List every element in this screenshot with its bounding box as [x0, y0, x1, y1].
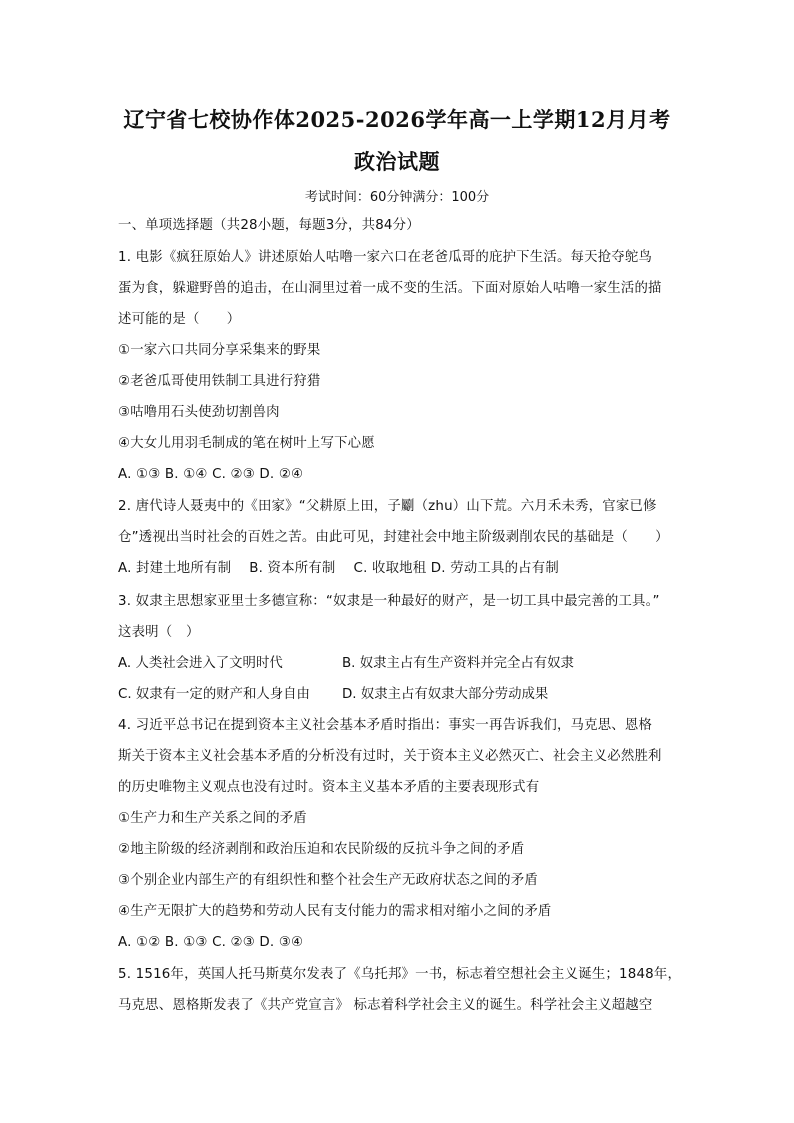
q1-statement-1: ①一家六口共同分享采集来的野果 — [118, 343, 321, 358]
q4-statement-1: ①生产力和生产关系之间的矛盾 — [118, 811, 307, 826]
q3-option-c: C. 奴隶有一定的财产和人身自由 — [118, 687, 310, 702]
section-heading: 一、单项选择题（共28小题，每题3分，共84分） — [118, 218, 420, 233]
q5-stem-line1: 5. 1516年，英国人托马斯莫尔发表了《乌托邦》一书，标志着空想社会主义诞生；1848年， — [118, 967, 682, 982]
q4-statement-4: ④生产无限扩大的趋势和劳动人民有支付能力的需求相对缩小之间的矛盾 — [118, 904, 552, 919]
q1-stem-line1: 1. 电影《疯狂原始人》讲述原始人咕噜一家六口在老爸瓜哥的庇护下生活。每天抢夺鸵鸟 — [118, 250, 653, 265]
q3-stem-line1: 3. 奴隶主思想家亚里士多德宣称：“奴隶是一种最好的财产，是一切工具中最完善的工具。” — [118, 594, 660, 609]
q4-stem-line3: 的历史唯物主义观点也没有过时。资本主义基本矛盾的主要表现形式有 — [118, 780, 540, 795]
q4-stem-line2: 斯关于资本主义社会基本矛盾的分析没有过时，关于资本主义必然灭亡、社会主义必然胜利 — [118, 749, 662, 764]
q4-statement-3: ③个别企业内部生产的有组织性和整个社会生产无政府状态之间的矛盾 — [118, 873, 538, 888]
q2-stem-line2: 仓”透视出当时社会的百姓之苦。由此可见，封建社会中地主阶级剥削农民的基础是（ ） — [118, 530, 669, 545]
exam-title: 辽宁省七校协作体2025-2026学年高一上学期12月月考 — [123, 107, 671, 132]
exam-info: 考试时间：60分钟满分：100分 — [304, 190, 490, 205]
q3-stem-line2: 这表明（ ） — [118, 625, 200, 640]
q4-options: A. ①② B. ①③ C. ②③ D. ③④ — [118, 935, 304, 950]
q1-statement-3: ③咕噜用石头使劲切割兽肉 — [118, 405, 280, 420]
q1-stem-line2: 蛋为食，躲避野兽的追击，在山洞里过着一成不变的生活。下面对原始人咕噜一家生活的描 — [118, 281, 662, 296]
q1-stem-line3: 述可能的是（ ） — [118, 312, 241, 327]
q3-option-b: B. 奴隶主占有生产资料并完全占有奴隶 — [342, 656, 574, 671]
exam-subject-title: 政治试题 — [354, 149, 440, 174]
q2-stem-line1: 2. 唐代诗人聂夷中的《田家》“父耕原上田，子劚（zhu）山下荒。六月禾未秀，官家已修 — [118, 499, 657, 514]
q3-option-d: D. 奴隶主占有奴隶大部分劳动成果 — [342, 687, 549, 702]
q2-options: A. 封建土地所有制 B. 资本所有制 C. 收取地租 D. 劳动工具的占有制 — [118, 561, 559, 576]
q1-options: A. ①③ B. ①④ C. ②③ D. ②④ — [118, 467, 304, 482]
q4-statement-2: ②地主阶级的经济剥削和政治压迫和农民阶级的反抗斗争之间的矛盾 — [118, 842, 525, 857]
q4-stem-line1: 4. 习近平总书记在提到资本主义社会基本矛盾时指出：事实一再告诉我们，马克思、恩格 — [118, 718, 653, 733]
q3-option-a: A. 人类社会进入了文明时代 — [118, 656, 283, 671]
q1-statement-2: ②老爸瓜哥使用铁制工具进行狩猎 — [118, 374, 321, 389]
q1-statement-4: ④大女儿用羽毛制成的笔在树叶上写下心愿 — [118, 436, 375, 451]
q5-stem-line2: 马克思、恩格斯发表了《共产党宣言》 标志着科学社会主义的诞生。科学社会主义超越空 — [118, 998, 653, 1013]
